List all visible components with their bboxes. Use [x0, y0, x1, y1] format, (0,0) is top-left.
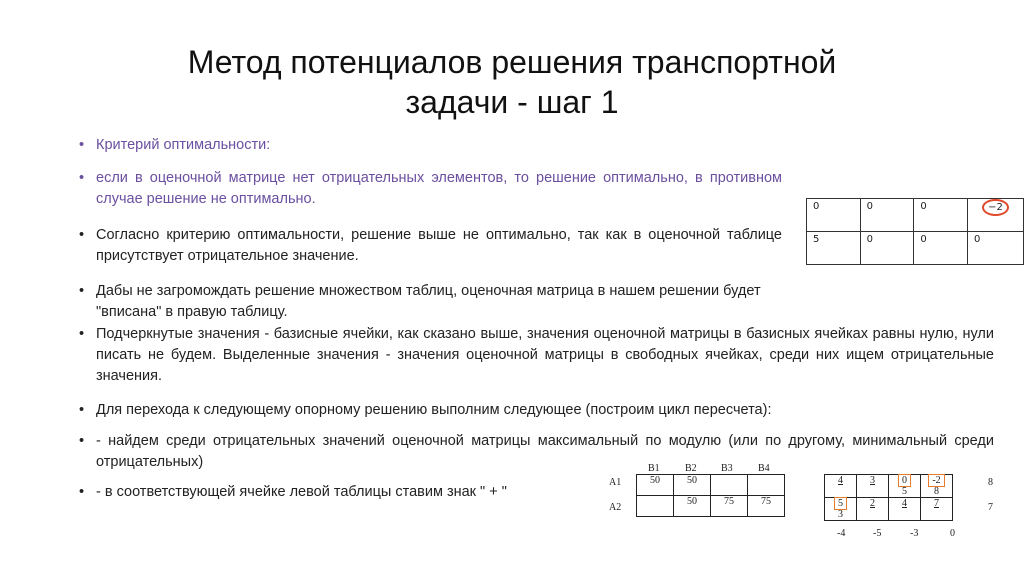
bullet-criterion-detail [79, 168, 782, 210]
matrix-cell-highlighted [968, 199, 1024, 232]
basis-value: 4 [838, 475, 843, 486]
basis-value: 7 [934, 498, 939, 509]
bullet-dot: • [79, 402, 85, 418]
column-header: B3 [721, 463, 733, 474]
bullet-dot: • [79, 484, 85, 500]
matrix-cell: 0 [914, 232, 968, 265]
left-table-grid [636, 474, 785, 517]
bullet-text: Подчеркнутые значения - базисные ячейки, как сказано выше, значения оценочной матрицы в базисных ячейках равны нулю, нули писать не будем. Выделенные значения - значения оценочной матрицы в свободных ячейках, среди них ищем отрицательные значения. [96, 326, 994, 384]
table-cell [711, 475, 748, 496]
basis-value: 3 [870, 475, 875, 486]
bullet-dot: • [79, 433, 85, 449]
bullet-dot: • [79, 283, 85, 299]
potential-v: -5 [873, 528, 882, 539]
table-row [637, 475, 785, 496]
highlighted-value: 5 [834, 497, 847, 510]
estimate-value: 3 [838, 509, 843, 520]
table-cell [857, 475, 889, 498]
matrix-cell: 0 [860, 199, 914, 232]
bullet-criterion [79, 135, 786, 156]
matrix-cell: 0 [968, 232, 1024, 265]
potential-u: 8 [988, 477, 993, 488]
table-row [825, 475, 953, 498]
column-header: B4 [758, 463, 770, 474]
estimate-value: 8 [934, 486, 939, 497]
bullet-text: Для перехода к следующему опорному решению выполним следующее (построим цикл пересчета): [96, 402, 772, 418]
bullet-text: - в соответствующей ячейке левой таблицы ставим знак " + " [96, 484, 507, 500]
table-cell [921, 475, 953, 498]
bullet-not-optimal [79, 225, 782, 267]
bullet-text: если в оценочной матрице нет отрицательных элементов, то решение оптимально, в противном случае решение не оптимально. [96, 170, 782, 207]
column-header: B2 [685, 463, 697, 474]
basis-value: 2 [870, 498, 875, 509]
table-cell: 50 [637, 475, 674, 496]
matrix-cell: 5 [807, 232, 861, 265]
bullet-text: Дабы не загромождать решение множеством таблиц, оценочная матрица в нашем решении будет "вписана" в правую таблицу. [96, 283, 761, 320]
highlighted-value: -2 [928, 474, 944, 487]
bullet-inscribed [79, 281, 786, 323]
table-row [807, 232, 1024, 265]
matrix-cell: 0 [860, 232, 914, 265]
table-cell [637, 496, 674, 517]
potential-v: -4 [837, 528, 846, 539]
table-row [807, 199, 1024, 232]
bullet-dot: • [79, 227, 85, 243]
bullet-find-max [79, 431, 994, 473]
table-cell [889, 498, 921, 521]
matrix-cell: 0 [914, 199, 968, 232]
slide-title [0, 42, 1024, 122]
table-cell: 75 [711, 496, 748, 517]
row-label: A2 [609, 502, 622, 513]
table-cell: 75 [748, 496, 785, 517]
table-cell [889, 475, 921, 498]
table-cell: 50 [674, 496, 711, 517]
bullet-text: - найдем среди отрицательных значений оценочной матрицы максимальный по модулю (или по другому, минимальный среди отрицательных) [96, 433, 994, 470]
negative-value-circle: −2 [982, 199, 1009, 216]
matrix-cell: 0 [807, 199, 861, 232]
title-line-2: задачи - шаг 1 [405, 84, 619, 120]
bullet-text: Критерий оптимальности: [96, 137, 271, 153]
table-cell [857, 498, 889, 521]
column-header: B1 [648, 463, 660, 474]
bullet-underlined [79, 324, 994, 387]
table-cell [921, 498, 953, 521]
row-label: A1 [609, 477, 622, 488]
right-table-grid [824, 474, 953, 521]
title-line-1: Метод потенциалов решения транспортной [187, 44, 837, 80]
potential-u: 7 [988, 502, 993, 513]
bullet-dot: • [79, 137, 85, 153]
bullet-next-step [79, 400, 994, 421]
bullet-plus-sign [79, 482, 566, 503]
estimate-value: 5 [902, 486, 907, 497]
table-cell [748, 475, 785, 496]
potential-v: -3 [910, 528, 919, 539]
table-row [637, 496, 785, 517]
basis-value: 4 [902, 498, 907, 509]
evaluation-matrix [806, 198, 1024, 265]
potential-v: 0 [950, 528, 955, 539]
table-row [825, 498, 953, 521]
bullet-dot: • [79, 170, 85, 186]
table-cell [825, 498, 857, 521]
bullet-dot: • [79, 326, 85, 342]
table-cell [825, 475, 857, 498]
highlighted-value: 0 [898, 474, 911, 487]
table-cell: 50 [674, 475, 711, 496]
bullet-text: Согласно критерию оптимальности, решение выше не оптимально, так как в оценочной таблице присутствует отрицательное значение. [96, 227, 782, 264]
